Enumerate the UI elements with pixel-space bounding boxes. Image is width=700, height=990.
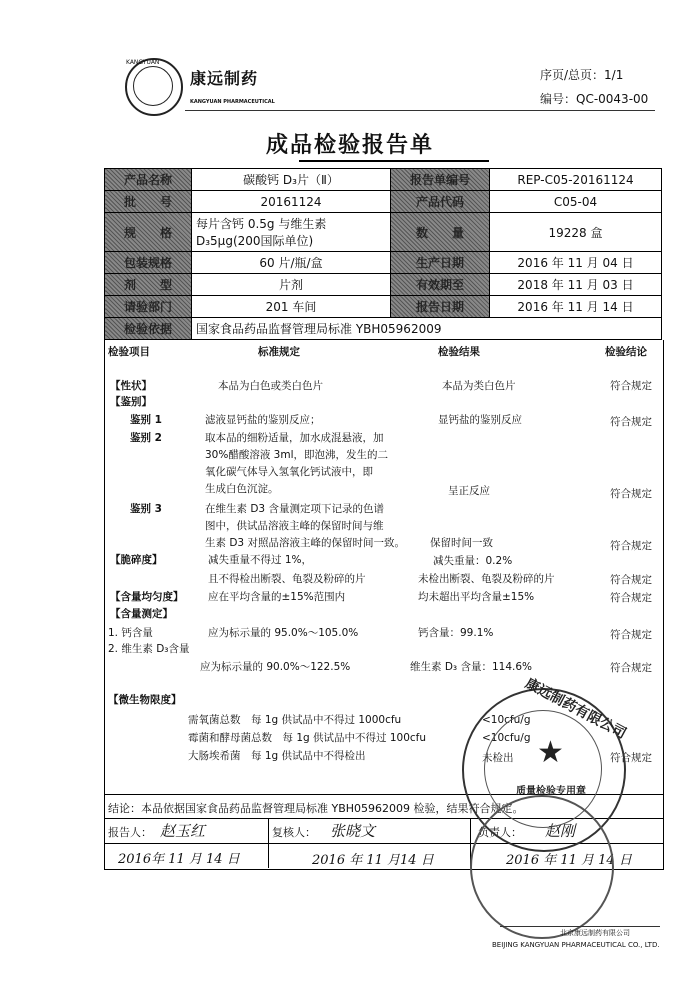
info-row	[105, 274, 662, 296]
product-info-table	[104, 168, 662, 340]
info-label: 请验部门	[105, 296, 192, 318]
standard-text: 本品为白色或类白色片	[218, 380, 323, 392]
result-text: 显钙盐的鉴别反应	[438, 414, 522, 426]
info-label: 批 号	[105, 191, 192, 213]
standard-text: 大肠埃希菌 每 1g 供试品中不得检出	[188, 750, 366, 762]
conclusion-text: 符合规定	[610, 540, 652, 552]
product-code: C05-04	[490, 191, 662, 213]
specification: 每片含钙 0.5g 与维生素 D₃5μg(200国际单位)	[192, 213, 391, 252]
review-sign-date: 2016 年 11 月14 日	[312, 853, 434, 868]
info-label: 生产日期	[391, 252, 490, 274]
second-seal	[470, 795, 614, 939]
standard-text: 滤液显钙盐的鉴别反应；	[205, 414, 321, 426]
standard-text: 在维生素 D3 含量测定项下记录的色谱	[205, 503, 384, 515]
document-number: 编号：QC-0043-00	[540, 92, 649, 106]
test-basis: 国家食品药品监督管理局标准 YBH05962009	[192, 318, 662, 340]
result-text: 均未超出平均含量±15%	[418, 591, 535, 603]
quantity: 19228 盒	[490, 213, 662, 252]
final-conclusion: 结论：本品依据国家食品药品监督管理局标准 YBH05962009 检验，结果符合规定。	[108, 802, 524, 815]
conclusion-text: 符合规定	[610, 629, 652, 641]
result-text: 本品为类白色片	[442, 380, 516, 392]
result-text: <10cfu/g	[482, 714, 531, 726]
report-number: REP-C05-20161124	[490, 169, 662, 191]
logo-inner-ring	[133, 66, 173, 106]
company-name: 康远制药	[190, 69, 259, 88]
result-text: 减失重量：0.2%	[433, 555, 513, 567]
standard-text: 30%醋酸溶液 3ml，即泡沸，发生的二	[205, 449, 389, 461]
item-label: 【微生物限度】	[108, 694, 182, 706]
reporter-signature: 赵玉红	[160, 822, 206, 840]
info-row	[105, 252, 662, 274]
result-text: 维生素 D₃ 含量：114.6%	[410, 661, 533, 673]
info-label: 数 量	[391, 213, 490, 252]
report-sign-date: 2016年 11 月 14 日	[118, 852, 240, 867]
item-label: 【鉴别】	[110, 396, 152, 408]
standard-text: 取本品的细粉适量，加水成混悬液，加	[205, 432, 384, 444]
conclusion-text: 符合规定	[610, 752, 652, 764]
responsible-label: 负责人：	[478, 826, 522, 839]
info-label: 产品名称	[105, 169, 192, 191]
standard-text: 减失重量不得过 1%，	[208, 554, 312, 566]
result-text: <10cfu/g	[482, 732, 531, 744]
info-label: 剂 型	[105, 274, 192, 296]
col-result: 检验结果	[438, 346, 480, 358]
standard-text: 应在平均含量的±15%范围内	[208, 591, 346, 603]
info-label: 有效期至	[391, 274, 490, 296]
standard-text: 且不得检出断裂、龟裂及粉碎的片	[208, 573, 366, 585]
title-underline	[299, 160, 489, 162]
expiry-date: 2018 年 11 月 03 日	[490, 274, 662, 296]
info-row	[105, 213, 662, 252]
col-item: 检验项目	[108, 346, 150, 358]
batch-number: 20161124	[192, 191, 391, 213]
info-label: 检验依据	[105, 318, 192, 340]
info-label: 报告单编号	[391, 169, 490, 191]
conclusion-text: 符合规定	[610, 380, 652, 392]
page-number: 序页/总页：1/1	[540, 68, 624, 82]
company-name-en: KANGYUAN PHARMACEUTICAL	[190, 99, 275, 105]
result-text: 呈正反应	[448, 485, 490, 497]
footer-divider	[500, 926, 660, 927]
standard-text: 需氧菌总数 每 1g 供试品中不得过 1000cfu	[188, 714, 402, 726]
standard-text: 应为标示量的 90.0%～122.5%	[200, 661, 351, 673]
logo-ring-text: KANGYUAN	[126, 59, 160, 66]
item-label: 鉴别 1	[130, 414, 162, 426]
page-title: 成品检验报告单	[265, 133, 434, 158]
info-label: 产品代码	[391, 191, 490, 213]
package-spec: 60 片/瓶/盒	[192, 252, 391, 274]
standard-text: 生素 D3 对照品溶液主峰的保留时间一致。	[205, 537, 405, 549]
conclusion-text: 符合规定	[610, 416, 652, 428]
result-text: 未检出	[482, 752, 514, 764]
item-label: 【脆碎度】	[110, 554, 163, 566]
seal-text: 质量检验专用章	[516, 786, 586, 797]
reviewer-label: 复核人：	[272, 826, 316, 839]
info-row	[105, 169, 662, 191]
department: 201 车间	[192, 296, 391, 318]
col-standard: 标准规定	[258, 346, 300, 358]
item-label: 1. 钙含量	[108, 627, 153, 639]
standard-text: 图中，供试品溶液主峰的保留时间与维	[205, 520, 384, 532]
result-text: 保留时间一致	[430, 537, 493, 549]
reviewer-signature: 张晓文	[330, 822, 376, 840]
result-text: 未检出断裂、龟裂及粉碎的片	[418, 573, 555, 585]
product-name: 碳酸钙 D₃片（Ⅱ）	[192, 169, 391, 191]
conclusion-text: 符合规定	[610, 592, 652, 604]
col-conclusion: 检验结论	[605, 346, 647, 358]
result-text: 钙含量：99.1%	[418, 627, 494, 639]
item-label: 鉴别 2	[130, 432, 162, 444]
seal-star-icon: ★	[537, 735, 564, 770]
item-label: 【含量均匀度】	[110, 591, 184, 603]
report-date: 2016 年 11 月 14 日	[490, 296, 662, 318]
conclusion-text: 符合规定	[610, 662, 652, 674]
reporter-label: 报告人：	[108, 826, 152, 839]
info-row	[105, 296, 662, 318]
signature-divider	[268, 818, 269, 868]
item-label: 鉴别 3	[130, 503, 162, 515]
item-label: 【含量测定】	[110, 608, 173, 620]
info-label: 包装规格	[105, 252, 192, 274]
responsible-signature: 赵刚	[545, 822, 576, 840]
footer-company-en: BEIJING KANGYUAN PHARMACEUTICAL CO., LTD.	[492, 941, 660, 949]
dosage-form: 片剂	[192, 274, 391, 296]
standard-text: 氧化碳气体导入氢氧化钙试液中，即	[205, 466, 373, 478]
production-date: 2016 年 11 月 04 日	[490, 252, 662, 274]
standard-text: 生成白色沉淀。	[205, 483, 279, 495]
info-row	[105, 191, 662, 213]
conclusion-text: 符合规定	[610, 574, 652, 586]
item-label: 2. 维生素 D₃含量	[108, 643, 190, 655]
seal-text: 康远制药有限公司	[522, 675, 629, 743]
info-label: 规 格	[105, 213, 192, 252]
standard-text: 应为标示量的 95.0%～105.0%	[208, 627, 359, 639]
responsible-sign-date: 2016 年 11 月 14 日	[506, 853, 632, 868]
footer-company-cn: 北京康远制药有限公司	[560, 929, 630, 937]
header-divider	[185, 110, 655, 111]
info-row	[105, 318, 662, 340]
info-label: 报告日期	[391, 296, 490, 318]
item-label: 【性状】	[110, 380, 152, 392]
conclusion-text: 符合规定	[610, 488, 652, 500]
standard-text: 霉菌和酵母菌总数 每 1g 供试品中不得过 100cfu	[188, 732, 427, 744]
